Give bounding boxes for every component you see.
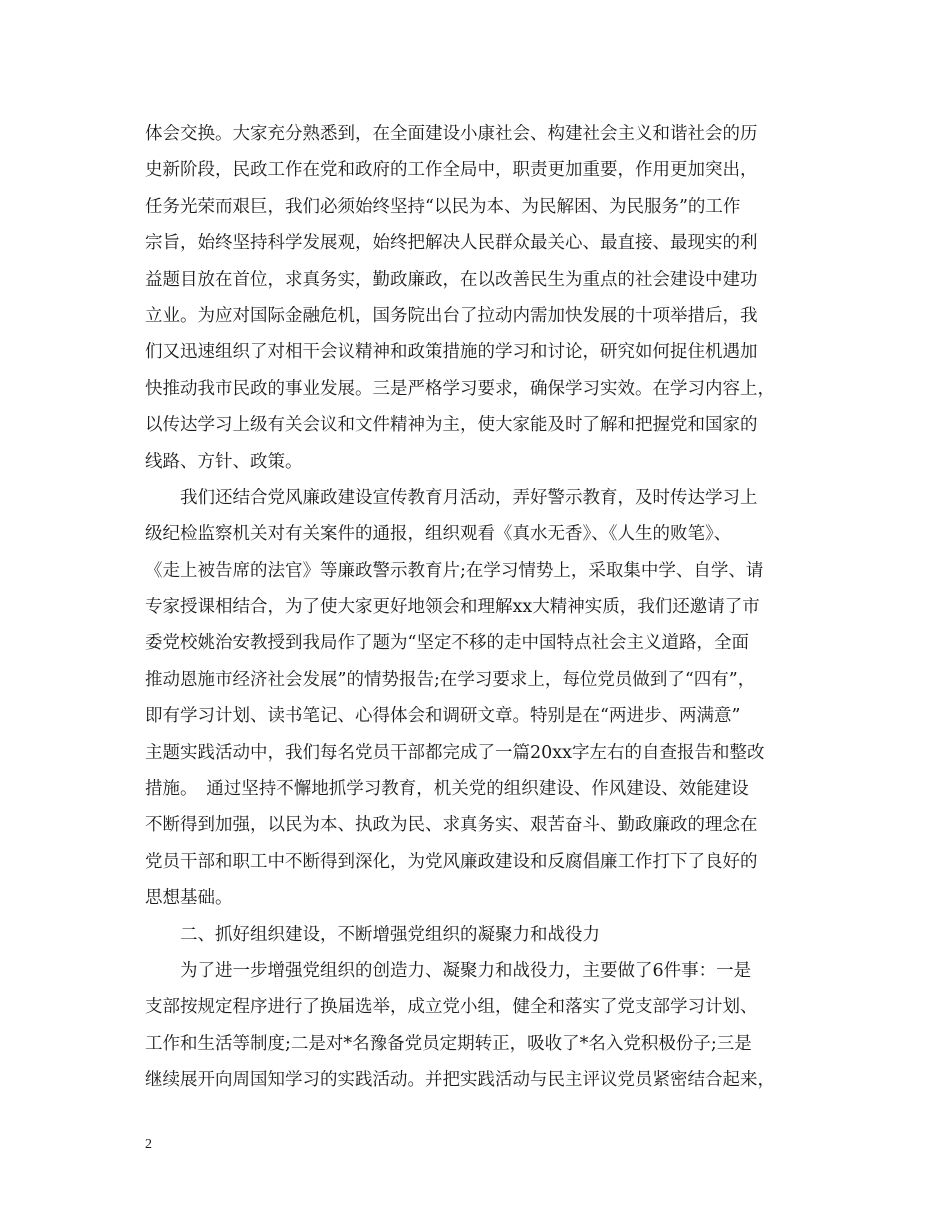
text-line: 工作和生活等制度;二是对*名豫备党员定期转正，吸收了*名入党积极份子;三是 xyxy=(145,1033,752,1054)
text-line: 不断得到加强，以民为本、执政为民、求真务实、艰苦奋斗、勤政廉政的理念在 xyxy=(145,815,758,836)
text-line: 体会交换。大家充分熟悉到，在全面建设小康社会、构建社会主义和谐社会的历 xyxy=(145,124,758,144)
text-line: 《走上被告席的法官》等廉政警示教育片;在学习情势上，采取集中学、自学、请 xyxy=(145,560,764,581)
text-line: 即有学习计划、读书笔记、心得体会和调研文章。特别是在“两进步、两满意” xyxy=(145,706,741,727)
text-line: 推动恩施市经济社会发展”的情势报告;在学习要求上，每位党员做到了“四有”， xyxy=(145,669,756,690)
paragraph-start-line: 我们还结合党风廉政建设宣传教育月活动，弄好警示教育，及时传达学习上 xyxy=(180,487,758,508)
text-line: 思想基础。 xyxy=(145,888,233,909)
section-heading: 二、抓好组织建设，不断增强党组织的凝聚力和战役力 xyxy=(180,924,600,945)
text-line: 线路、方针、政策。 xyxy=(145,451,303,472)
text-line: 快推动我市民政的事业发展。三是严格学习要求，确保学习实效。在学习内容上， xyxy=(145,378,775,399)
text-line: 专家授课相结合，为了使大家更好地领会和理解xx大精神实质，我们还邀请了市 xyxy=(145,597,760,618)
text-line: 支部按规定程序进行了换届选举，成立党小组，健全和落实了党支部学习计划、 xyxy=(145,997,758,1018)
text-line: 主题实践活动中，我们每名党员干部都完成了一篇20xx字左右的自查报告和整改 xyxy=(145,742,765,763)
text-line: 宗旨，始终坚持科学发展观，始终把解决人民群众最关心、最直接、最现实的利 xyxy=(145,233,758,254)
text-line: 措施。 通过坚持不懈地抓学习教育，机关党的组织建设、作风建设、效能建设 xyxy=(145,779,749,800)
text-line: 立业。为应对国际金融危机，国务院出台了拉动内需加快发展的十项举措后，我 xyxy=(145,305,758,326)
text-line: 任务光荣而艰巨，我们必须始终坚持“以民为本、为民解困、为民服务”的工作 xyxy=(145,196,741,217)
text-line: 以传达学习上级有关会议和文件精神为主，使大家能及时了解和把握党和国家的 xyxy=(145,415,758,436)
paragraph-start-line: 为了进一步增强党组织的创造力、凝聚力和战役力，主要做了6件事：一是 xyxy=(180,960,752,981)
text-line: 继续展开向周国知学习的实践活动。并把实践活动与民主评议党员紧密结合起来， xyxy=(145,1070,775,1091)
text-line: 们又迅速组织了对相干会议精神和政策措施的学习和讨论，研究如何捉住机遇加 xyxy=(145,342,758,363)
document-body xyxy=(145,116,815,1099)
text-line: 史新阶段，民政工作在党和政府的工作全局中，职责更加重要，作用更加突出， xyxy=(145,160,758,181)
text-line: 级纪检监察机关对有关案件的通报，组织观看《真水无香》、《人生的败笔》、 xyxy=(145,524,732,545)
text-line: 党员干部和职工中不断得到深化，为党风廉政建设和反腐倡廉工作打下了良好的 xyxy=(145,851,758,872)
page-number: 2 xyxy=(145,1137,152,1152)
text-line: 委党校姚治安教授到我局作了题为“坚定不移的走中国特点社会主义道路，全面 xyxy=(145,633,749,654)
text-line: 益题目放在首位，求真务实，勤政廉政，在以改善民生为重点的社会建设中建功 xyxy=(145,269,758,290)
